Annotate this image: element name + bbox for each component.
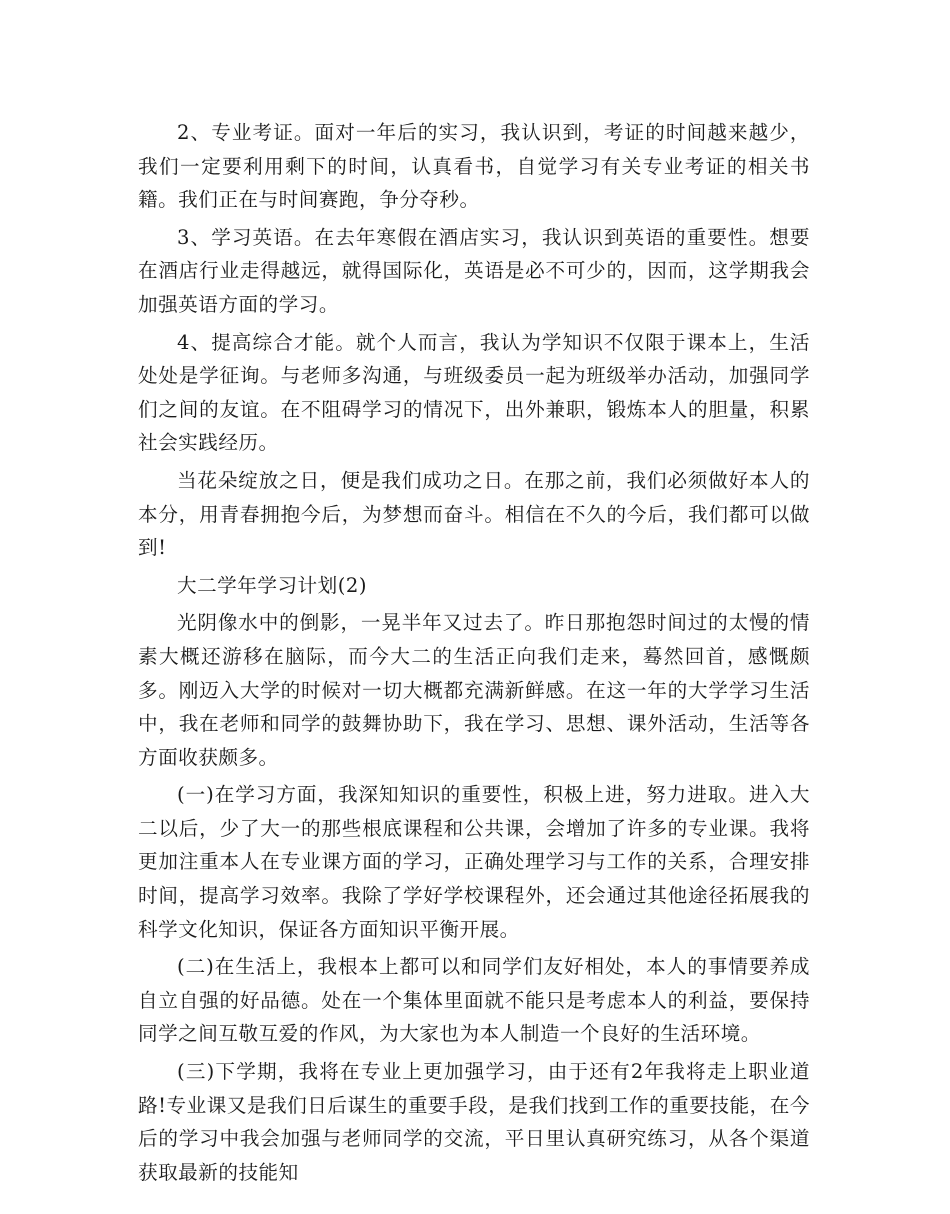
document-body — [138, 116, 810, 1189]
paragraph-life: (二)在生活上，我根本上都可以和同学们友好相处，本人的事情要养成自立自强的好品德。处在一个集体里面就不能只是考虑本人的利益，要保持同学之间互敬互爱的作风，为大家也为本人制造一个良好的生活环境。 — [138, 955, 810, 1046]
section-heading: 大二学年学习计划(2) — [177, 573, 368, 597]
paragraph-study: (一)在学习方面，我深知知识的重要性，积极上进，努力进取。进入大二以后，少了大一的那些根底课程和公共课，会增加了许多的专业课。我将更加注重本人在专业课方面的学习，正确处理学习与工作的关系，合理安排时间，提高学习效率。我除了学好学校课程外，还会通过其他途径拓展我的科学文化知识，保证各方面知识平衡开展。 — [138, 783, 810, 941]
paragraph-next-term: (三)下学期，我将在专业上更加强学习，由于还有2年我将走上职业道路!专业课又是我们日后谋生的重要手段，是我们找到工作的重要技能，在今后的学习中我会加强与老师同学的交流，平日里认真研究练习，从各个渠道获取最新的技能知 — [138, 1060, 810, 1184]
paragraph-conclusion: 当花朵绽放之日，便是我们成功之日。在那之前，我们必须做好本人的本分，用青春拥抱今后，为梦想而奋斗。相信在不久的今后，我们都可以做到! — [138, 468, 810, 560]
paragraph-cert: 2、专业考证。面对一年后的实习，我认识到，考证的时间越来越少，我们一定要利用剩下的时间，认真看书，自觉学习有关专业考证的相关书籍。我们正在与时间赛跑，争分夺秒。 — [138, 121, 810, 212]
paragraph-english: 3、学习英语。在去年寒假在酒店实习，我认识到英语的重要性。想要在酒店行业走得越远，就得国际化，英语是必不可少的，因而，这学期我会加强英语方面的学习。 — [138, 225, 810, 316]
paragraph-intro: 光阴像水中的倒影，一晃半年又过去了。昨日那抱怨时间过的太慢的情素大概还游移在脑际，而今大二的生活正向我们走来，蓦然回首，感慨颇多。刚迈入大学的时候对一切大概都充满新鲜感。在这一年的大学学习生活中，我在老师和同学的鼓舞协助下，我在学习、思想、课外活动，生活等各方面收获颇多。 — [138, 611, 810, 769]
paragraph-skills: 4、提高综合才能。就个人而言，我认为学知识不仅限于课本上，生活处处是学征询。与老师多沟通，与班级委员一起为班级举办活动，加强同学们之间的友谊。在不阻碍学习的情况下，出外兼职，锻炼本人的胆量，积累社会实践经历。 — [138, 330, 810, 455]
